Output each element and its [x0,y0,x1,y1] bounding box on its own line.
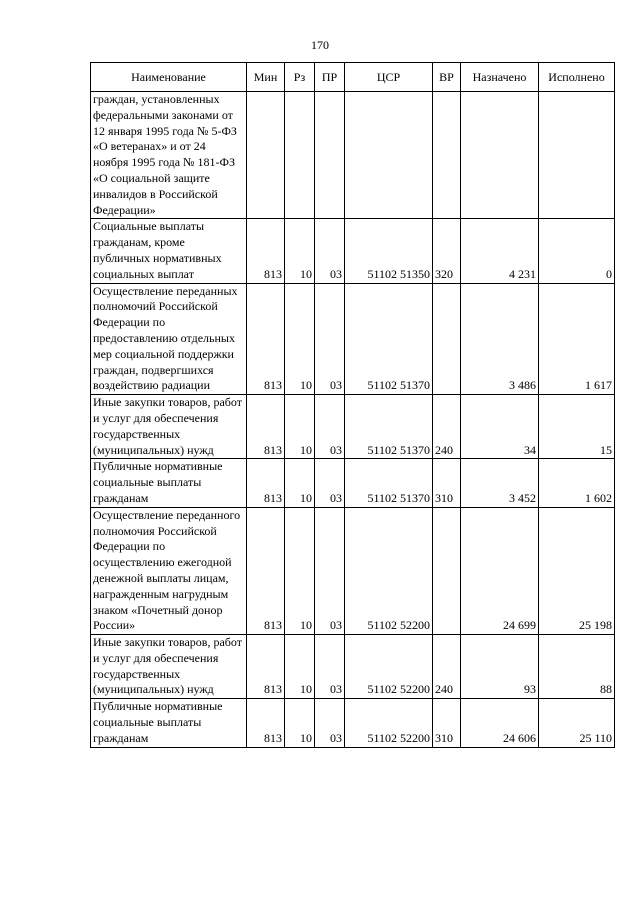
cell-pr: 03 [315,635,345,699]
cell-csr: 51102 51350 [345,219,433,283]
table-row [91,459,615,507]
cell-csr: 51102 52200 [345,699,433,747]
cell-csr: 51102 52200 [345,635,433,699]
cell-executed: 1 617 [539,283,615,395]
cell-executed: 88 [539,635,615,699]
header-rz: Рз [285,63,315,92]
cell-pr: 03 [315,507,345,634]
table-row [91,92,615,219]
header-vr: ВР [433,63,461,92]
cell-vr: 240 [433,395,461,459]
cell-assigned: 4 231 [461,219,539,283]
cell-vr: 310 [433,459,461,507]
cell-assigned: 3 452 [461,459,539,507]
cell-pr: 03 [315,699,345,747]
cell-assigned: 24 606 [461,699,539,747]
cell-pr: 03 [315,395,345,459]
cell-executed: 25 198 [539,507,615,634]
cell-min [247,92,285,219]
cell-name: Социальные выплаты гражданам, кроме публичных нормативных социальных выплат [91,219,247,283]
cell-rz: 10 [285,699,315,747]
cell-csr: 51102 51370 [345,395,433,459]
cell-executed: 25 110 [539,699,615,747]
cell-csr: 51102 52200 [345,507,433,634]
cell-min: 813 [247,283,285,395]
cell-vr: 320 [433,219,461,283]
table-row [91,395,615,459]
cell-assigned [461,92,539,219]
cell-rz: 10 [285,507,315,634]
header-row [91,63,615,92]
page-number: 170 [311,38,329,52]
cell-assigned: 34 [461,395,539,459]
cell-name: граждан, установленных федеральными законами от 12 января 1995 года № 5-ФЗ «О ветеранах» и от 24 ноября 1995 года № 181-ФЗ «О социальной защите инвалидов в Российской Федерации» [91,92,247,219]
cell-name: Публичные нормативные социальные выплаты гражданам [91,699,247,747]
table-row [91,699,615,747]
header-name: Наименование [91,63,247,92]
header-csr: ЦСР [345,63,433,92]
cell-executed [539,92,615,219]
table-row [91,283,615,395]
cell-vr [433,507,461,634]
header-pr: ПР [315,63,345,92]
header-min: Мин [247,63,285,92]
cell-assigned: 3 486 [461,283,539,395]
cell-vr: 240 [433,635,461,699]
header-assigned: Назначено [461,63,539,92]
cell-pr: 03 [315,219,345,283]
cell-pr: 03 [315,459,345,507]
cell-name: Иные закупки товаров, работ и услуг для обеспечения государственных (муниципальных) нужд [91,395,247,459]
cell-assigned: 24 699 [461,507,539,634]
cell-name: Осуществление переданных полномочий Российской Федерации по предоставлению отдельных мер социальной поддержки граждан, подвергшихся воздействию радиации [91,283,247,395]
cell-rz: 10 [285,459,315,507]
budget-table [90,62,615,748]
header-executed: Исполнено [539,63,615,92]
cell-csr: 51102 51370 [345,459,433,507]
cell-min: 813 [247,219,285,283]
cell-min: 813 [247,459,285,507]
table-row [91,507,615,634]
table-row [91,635,615,699]
cell-min: 813 [247,395,285,459]
cell-name: Иные закупки товаров, работ и услуг для обеспечения государственных (муниципальных) нужд [91,635,247,699]
cell-name: Публичные нормативные социальные выплаты гражданам [91,459,247,507]
cell-pr: 03 [315,283,345,395]
cell-executed: 1 602 [539,459,615,507]
cell-executed: 15 [539,395,615,459]
cell-rz: 10 [285,219,315,283]
table-row [91,219,615,283]
cell-rz: 10 [285,635,315,699]
cell-min: 813 [247,507,285,634]
cell-rz: 10 [285,395,315,459]
cell-name: Осуществление переданного полномочия Российской Федерации по осуществлению ежегодной денежной выплаты лицам, награжденным нагрудным знаком «Почетный донор России» [91,507,247,634]
cell-min: 813 [247,635,285,699]
cell-vr [433,92,461,219]
cell-executed: 0 [539,219,615,283]
cell-vr: 310 [433,699,461,747]
cell-vr [433,283,461,395]
cell-csr [345,92,433,219]
cell-rz [285,92,315,219]
cell-pr [315,92,345,219]
cell-assigned: 93 [461,635,539,699]
cell-csr: 51102 51370 [345,283,433,395]
cell-min: 813 [247,699,285,747]
cell-rz: 10 [285,283,315,395]
